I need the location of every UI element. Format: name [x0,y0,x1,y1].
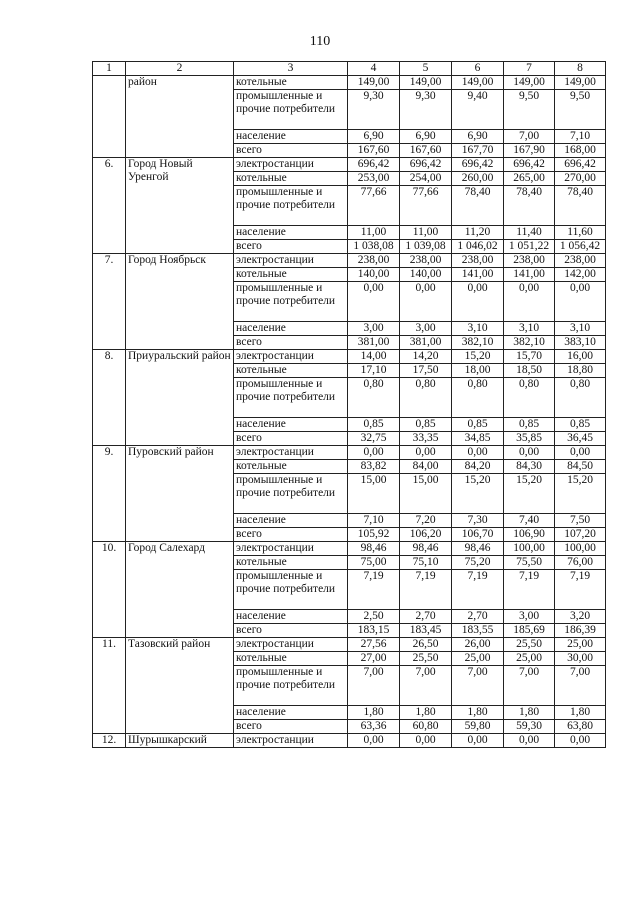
table-row [93,350,606,364]
value-cell: 105,92 [348,528,400,542]
value-cell: 7,00 [555,666,606,706]
value-cell: 2,70 [400,610,452,624]
value-cell: 7,19 [400,570,452,610]
table-row [93,76,606,90]
value-cell: 14,20 [400,350,452,364]
value-cell: 0,00 [348,734,400,748]
value-cell: 6,90 [400,130,452,144]
value-cell: 7,30 [452,514,504,528]
value-cell: 6,90 [452,130,504,144]
row-number: 10. [93,542,126,638]
value-cell: 1 038,08 [348,240,400,254]
value-cell: 30,00 [555,652,606,666]
municipality-name: Тазовский район [126,638,234,734]
value-cell: 0,00 [555,734,606,748]
column-header: 3 [234,62,348,76]
consumer-category: электростанции [234,734,348,748]
value-cell: 141,00 [452,268,504,282]
value-cell: 35,85 [504,432,555,446]
row-number: 7. [93,254,126,350]
value-cell: 3,00 [348,322,400,336]
value-cell: 238,00 [504,254,555,268]
value-cell: 0,00 [400,282,452,322]
value-cell: 1 056,42 [555,240,606,254]
value-cell: 75,10 [400,556,452,570]
value-cell: 149,00 [348,76,400,90]
energy-table [92,61,606,748]
consumer-category: всего [234,144,348,158]
municipality-name: Город Ноябрьск [126,254,234,350]
value-cell: 59,80 [452,720,504,734]
value-cell: 9,50 [504,90,555,130]
value-cell: 0,85 [452,418,504,432]
value-cell: 1 051,22 [504,240,555,254]
value-cell: 0,00 [504,446,555,460]
value-cell: 0,80 [348,378,400,418]
value-cell: 696,42 [555,158,606,172]
value-cell: 106,70 [452,528,504,542]
value-cell: 183,45 [400,624,452,638]
value-cell: 382,10 [504,336,555,350]
value-cell: 3,10 [555,322,606,336]
value-cell: 11,00 [400,226,452,240]
column-header: 6 [452,62,504,76]
value-cell: 270,00 [555,172,606,186]
value-cell: 25,00 [452,652,504,666]
value-cell: 238,00 [400,254,452,268]
table-row [93,542,606,556]
value-cell: 1,80 [504,706,555,720]
value-cell: 25,00 [504,652,555,666]
value-cell: 142,00 [555,268,606,282]
consumer-category: электростанции [234,542,348,556]
value-cell: 0,00 [400,734,452,748]
column-header: 4 [348,62,400,76]
value-cell: 15,00 [400,474,452,514]
consumer-category: население [234,322,348,336]
consumer-category: промышленные и прочие потребители [234,378,348,418]
value-cell: 140,00 [400,268,452,282]
value-cell: 149,00 [452,76,504,90]
value-cell: 7,00 [504,130,555,144]
value-cell: 84,50 [555,460,606,474]
value-cell: 0,80 [504,378,555,418]
consumer-category: котельные [234,76,348,90]
value-cell: 32,75 [348,432,400,446]
value-cell: 168,00 [555,144,606,158]
value-cell: 18,80 [555,364,606,378]
value-cell: 77,66 [400,186,452,226]
consumer-category: электростанции [234,254,348,268]
value-cell: 1,80 [555,706,606,720]
consumer-category: промышленные и прочие потребители [234,90,348,130]
value-cell: 18,50 [504,364,555,378]
value-cell: 75,00 [348,556,400,570]
value-cell: 84,30 [504,460,555,474]
value-cell: 11,20 [452,226,504,240]
consumer-category: промышленные и прочие потребители [234,666,348,706]
value-cell: 9,50 [555,90,606,130]
value-cell: 78,40 [504,186,555,226]
value-cell: 1,80 [400,706,452,720]
value-cell: 3,00 [400,322,452,336]
consumer-category: котельные [234,556,348,570]
municipality-name: Приуральский район [126,350,234,446]
value-cell: 183,15 [348,624,400,638]
value-cell: 3,20 [555,610,606,624]
value-cell: 383,10 [555,336,606,350]
value-cell: 77,66 [348,186,400,226]
value-cell: 98,46 [452,542,504,556]
municipality-name: Город Новый Уренгой [126,158,234,254]
row-number: 8. [93,350,126,446]
consumer-category: население [234,418,348,432]
value-cell: 7,00 [504,666,555,706]
value-cell: 59,30 [504,720,555,734]
value-cell: 0,00 [452,734,504,748]
value-cell: 141,00 [504,268,555,282]
header-row [93,62,606,76]
value-cell: 0,85 [504,418,555,432]
value-cell: 696,42 [452,158,504,172]
value-cell: 18,00 [452,364,504,378]
table-row [93,638,606,652]
value-cell: 15,20 [504,474,555,514]
value-cell: 15,00 [348,474,400,514]
value-cell: 0,80 [452,378,504,418]
value-cell: 33,35 [400,432,452,446]
municipality-name: Город Салехард [126,542,234,638]
page-number: 110 [309,34,331,49]
value-cell: 106,20 [400,528,452,542]
table-row [93,446,606,460]
value-cell: 696,42 [504,158,555,172]
consumer-category: всего [234,528,348,542]
value-cell: 7,40 [504,514,555,528]
value-cell: 382,10 [452,336,504,350]
consumer-category: население [234,226,348,240]
value-cell: 167,90 [504,144,555,158]
value-cell: 167,60 [400,144,452,158]
value-cell: 75,20 [452,556,504,570]
value-cell: 11,00 [348,226,400,240]
table-row [93,734,606,748]
value-cell: 7,19 [452,570,504,610]
value-cell: 149,00 [504,76,555,90]
value-cell: 167,60 [348,144,400,158]
value-cell: 238,00 [452,254,504,268]
value-cell: 7,19 [555,570,606,610]
table-row [93,254,606,268]
value-cell: 0,00 [400,446,452,460]
value-cell: 140,00 [348,268,400,282]
value-cell: 3,10 [452,322,504,336]
value-cell: 7,10 [348,514,400,528]
consumer-category: котельные [234,460,348,474]
value-cell: 0,85 [348,418,400,432]
value-cell: 1 046,02 [452,240,504,254]
value-cell: 186,39 [555,624,606,638]
value-cell: 76,00 [555,556,606,570]
value-cell: 0,85 [555,418,606,432]
value-cell: 11,40 [504,226,555,240]
consumer-category: промышленные и прочие потребители [234,570,348,610]
value-cell: 7,19 [348,570,400,610]
value-cell: 34,85 [452,432,504,446]
value-cell: 63,36 [348,720,400,734]
value-cell: 14,00 [348,350,400,364]
value-cell: 83,82 [348,460,400,474]
value-cell: 25,00 [555,638,606,652]
value-cell: 167,70 [452,144,504,158]
municipality-name: Шурышкарский [126,734,234,748]
value-cell: 16,00 [555,350,606,364]
value-cell: 27,00 [348,652,400,666]
value-cell: 15,70 [504,350,555,364]
value-cell: 2,70 [452,610,504,624]
row-number: 12. [93,734,126,748]
value-cell: 78,40 [555,186,606,226]
value-cell: 100,00 [555,542,606,556]
value-cell: 1,80 [452,706,504,720]
value-cell: 1,80 [348,706,400,720]
value-cell: 7,00 [452,666,504,706]
value-cell: 98,46 [400,542,452,556]
value-cell: 25,50 [400,652,452,666]
value-cell: 149,00 [555,76,606,90]
consumer-category: всего [234,336,348,350]
value-cell: 238,00 [348,254,400,268]
value-cell: 27,56 [348,638,400,652]
consumer-category: электростанции [234,638,348,652]
value-cell: 106,90 [504,528,555,542]
row-number: 6. [93,158,126,254]
value-cell: 0,00 [452,446,504,460]
consumer-category: котельные [234,652,348,666]
value-cell: 9,30 [400,90,452,130]
consumer-category: электростанции [234,350,348,364]
value-cell: 183,55 [452,624,504,638]
value-cell: 696,42 [400,158,452,172]
value-cell: 253,00 [348,172,400,186]
consumer-category: электростанции [234,446,348,460]
column-header: 1 [93,62,126,76]
row-number [93,76,126,158]
column-header: 8 [555,62,606,76]
value-cell: 26,00 [452,638,504,652]
value-cell: 75,50 [504,556,555,570]
value-cell: 84,20 [452,460,504,474]
consumer-category: население [234,130,348,144]
column-header: 7 [504,62,555,76]
value-cell: 381,00 [348,336,400,350]
consumer-category: всего [234,240,348,254]
consumer-category: котельные [234,172,348,186]
municipality-name: Пуровский район [126,446,234,542]
column-header: 2 [126,62,234,76]
consumer-category: котельные [234,364,348,378]
value-cell: 0,00 [504,282,555,322]
value-cell: 60,80 [400,720,452,734]
value-cell: 84,00 [400,460,452,474]
value-cell: 0,00 [452,282,504,322]
value-cell: 0,85 [400,418,452,432]
value-cell: 0,00 [504,734,555,748]
value-cell: 26,50 [400,638,452,652]
column-header: 5 [400,62,452,76]
value-cell: 107,20 [555,528,606,542]
value-cell: 6,90 [348,130,400,144]
value-cell: 7,19 [504,570,555,610]
value-cell: 1 039,08 [400,240,452,254]
value-cell: 11,60 [555,226,606,240]
value-cell: 7,10 [555,130,606,144]
value-cell: 260,00 [452,172,504,186]
value-cell: 696,42 [348,158,400,172]
row-number: 11. [93,638,126,734]
consumer-category: всего [234,720,348,734]
consumer-category: население [234,610,348,624]
value-cell: 3,00 [504,610,555,624]
value-cell: 254,00 [400,172,452,186]
value-cell: 15,20 [555,474,606,514]
consumer-category: промышленные и прочие потребители [234,186,348,226]
value-cell: 17,50 [400,364,452,378]
value-cell: 0,00 [555,446,606,460]
value-cell: 0,00 [348,282,400,322]
value-cell: 381,00 [400,336,452,350]
value-cell: 3,10 [504,322,555,336]
consumer-category: промышленные и прочие потребители [234,474,348,514]
value-cell: 0,80 [555,378,606,418]
consumer-category: население [234,706,348,720]
value-cell: 36,45 [555,432,606,446]
value-cell: 7,00 [348,666,400,706]
value-cell: 7,50 [555,514,606,528]
value-cell: 2,50 [348,610,400,624]
value-cell: 238,00 [555,254,606,268]
value-cell: 15,20 [452,474,504,514]
value-cell: 15,20 [452,350,504,364]
consumer-category: котельные [234,268,348,282]
value-cell: 7,00 [400,666,452,706]
municipality-name: район [126,76,234,158]
value-cell: 17,10 [348,364,400,378]
value-cell: 98,46 [348,542,400,556]
value-cell: 63,80 [555,720,606,734]
value-cell: 25,50 [504,638,555,652]
value-cell: 0,00 [555,282,606,322]
table-row [93,158,606,172]
value-cell: 149,00 [400,76,452,90]
value-cell: 9,40 [452,90,504,130]
consumer-category: население [234,514,348,528]
value-cell: 7,20 [400,514,452,528]
value-cell: 0,00 [348,446,400,460]
consumer-category: промышленные и прочие потребители [234,282,348,322]
value-cell: 185,69 [504,624,555,638]
value-cell: 0,80 [400,378,452,418]
value-cell: 78,40 [452,186,504,226]
value-cell: 100,00 [504,542,555,556]
consumer-category: всего [234,432,348,446]
consumer-category: всего [234,624,348,638]
row-number: 9. [93,446,126,542]
value-cell: 9,30 [348,90,400,130]
table-body [93,76,606,748]
value-cell: 265,00 [504,172,555,186]
consumer-category: электростанции [234,158,348,172]
